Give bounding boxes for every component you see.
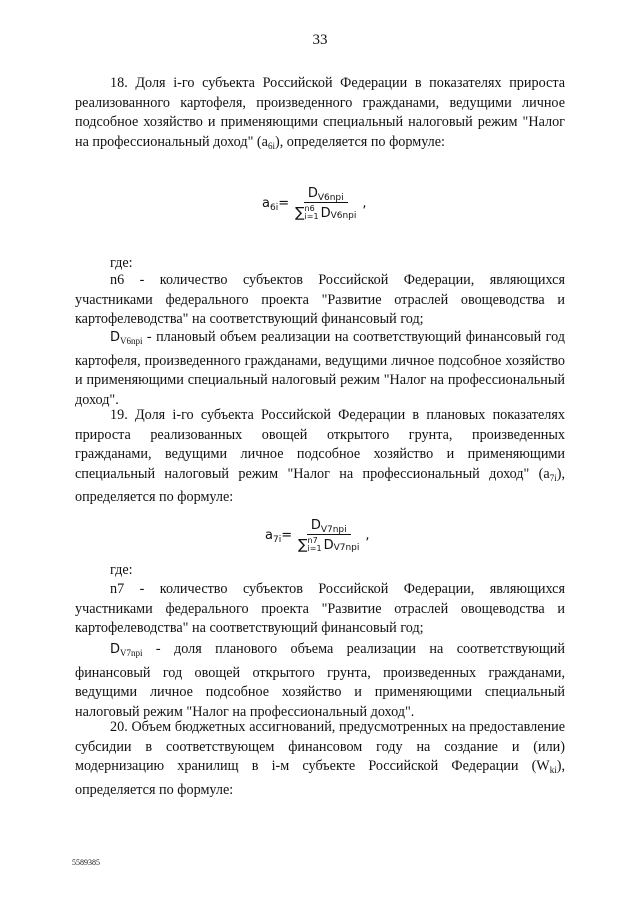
formula-numerator: $D_{V7npi}$ xyxy=(307,518,351,535)
paragraph-18: 18. Доля i-го субъекта Российской Федерации в показателях прироста реализованного картофеля, произведенного гражданами, ведущими личное подсобное хозяйство и применяющими специальный налоговый режим "Налог на профессиональный доход" $(a_{6i})$, определяется по формуле: xyxy=(75,75,565,151)
d6-definition: $D_{V6npi}$ - плановый объем реализации на соответствующий финансовый год картофеля, произведенного гражданами, ведущими личное подсобное хозяйство и применяющими специальный налоговый режим "Налог на профессиональный доход". xyxy=(75,329,565,408)
n6-definition: n6 - количество субъектов Российской Федерации, являющихся участниками федерального проекта "Развитие отраслей овощеводства и картофелеводства" на соответствующий финансовый год; xyxy=(75,272,565,328)
n7-definition: n7 - количество субъектов Российской Федерации, являющихся участниками федерального проекта "Развитие отраслей овощеводства и картофелеводства" на соответствующий финансовый год; xyxy=(75,581,565,637)
formula-fraction xyxy=(294,518,363,553)
formula-comma: , xyxy=(365,528,370,543)
document-id: 5589385 xyxy=(72,858,100,867)
formula-denominator: ∑ n6 i=1 D V6npi xyxy=(295,204,357,221)
formula-fraction xyxy=(291,186,360,221)
where-label-2: где: xyxy=(110,562,133,578)
d7-definition: $D_{V7npi}$ - доля планового объема реализации на соответствующий финансовый год овощей открытого грунта, произведенных гражданами, ведущими личное подсобное хозяйство и применяющими специальный налоговый режим "Налог на профессиональный доход". xyxy=(75,641,565,720)
paragraph-20: 20. Объем бюджетных ассигнований, предусмотренных на предоставление субсидии в соответствующем финансовом году на создание и (или) модернизацию хранилищ в i-м субъекте Российской Федерации $(W_{ki})$, определяется по формуле: xyxy=(75,719,565,798)
formula-a7i xyxy=(265,518,370,553)
formula-lhs: $a_{7i}$ xyxy=(265,528,282,545)
paragraph-19: 19. Доля i-го субъекта Российской Федерации в плановых показателях прироста реализованных овощей открытого грунта, произведенных гражданами, ведущими личное подсобное хозяйство и применяющими специальный налоговый режим "Налог на профессиональный доход" $(a_{7i})$, определяется по формуле: xyxy=(75,407,565,506)
formula-comma: , xyxy=(362,196,367,211)
formula-equals: = xyxy=(278,196,290,211)
formula-denominator: ∑ n7 i=1 D V7npi xyxy=(298,536,360,553)
page-number: 33 xyxy=(312,32,328,48)
formula-equals: = xyxy=(281,528,293,543)
where-label-1: где: xyxy=(110,255,133,271)
formula-lhs: $a_{6i}$ xyxy=(262,196,279,213)
formula-a6i xyxy=(262,186,367,221)
formula-numerator: $D_{V6npi}$ xyxy=(304,186,348,203)
